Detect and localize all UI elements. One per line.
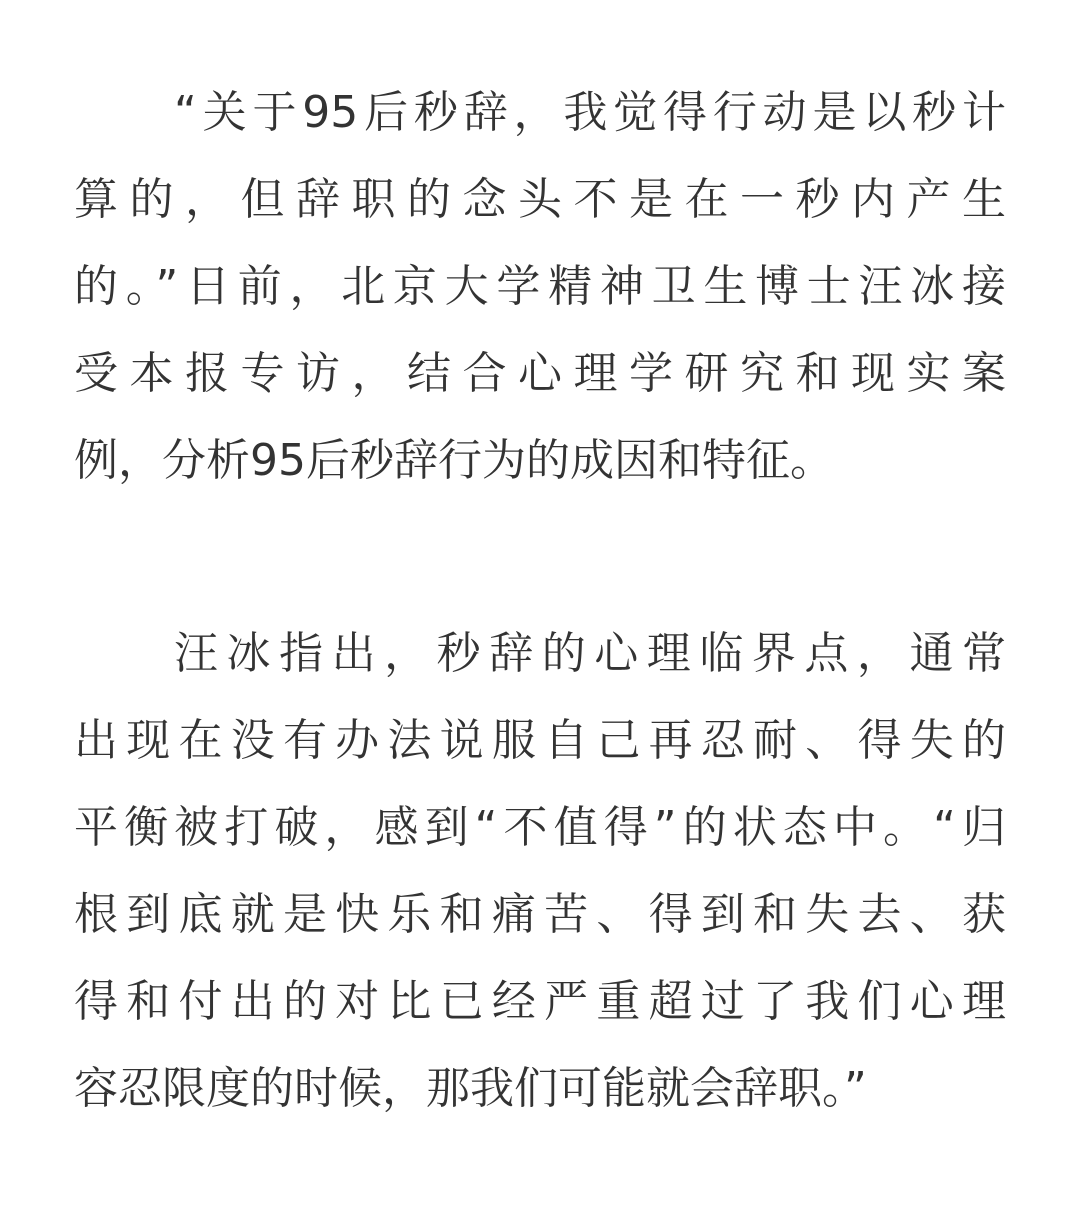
paragraph-line: “关于95后秒辞，我觉得行动是以秒计 (174, 87, 1006, 138)
paragraph-line: 的。”日前，北京大学精神卫生博士汪冰接 (74, 261, 1006, 312)
paragraph-line: 例，分析95后秒辞行为的成因和特征。 (74, 435, 834, 486)
paragraph-line: 出现在没有办法说服自己再忍耐、得失的 (74, 715, 1006, 766)
paragraph-line: 算的，但辞职的念头不是在一秒内产生 (74, 174, 1006, 225)
paragraph-line: 根到底就是快乐和痛苦、得到和失去、获 (74, 889, 1006, 940)
paragraph-line: 得和付出的对比已经严重超过了我们心理 (74, 976, 1006, 1027)
paragraph-line: 容忍限度的时候，那我们可能就会辞职。” (74, 1063, 867, 1114)
paragraph-line: 汪冰指出，秒辞的心理临界点，通常 (174, 628, 1006, 679)
paragraph-line: 平衡被打破，感到“不值得”的状态中。“归 (74, 802, 1006, 853)
paragraph-line: 受本报专访，结合心理学研究和现实案 (74, 348, 1006, 399)
